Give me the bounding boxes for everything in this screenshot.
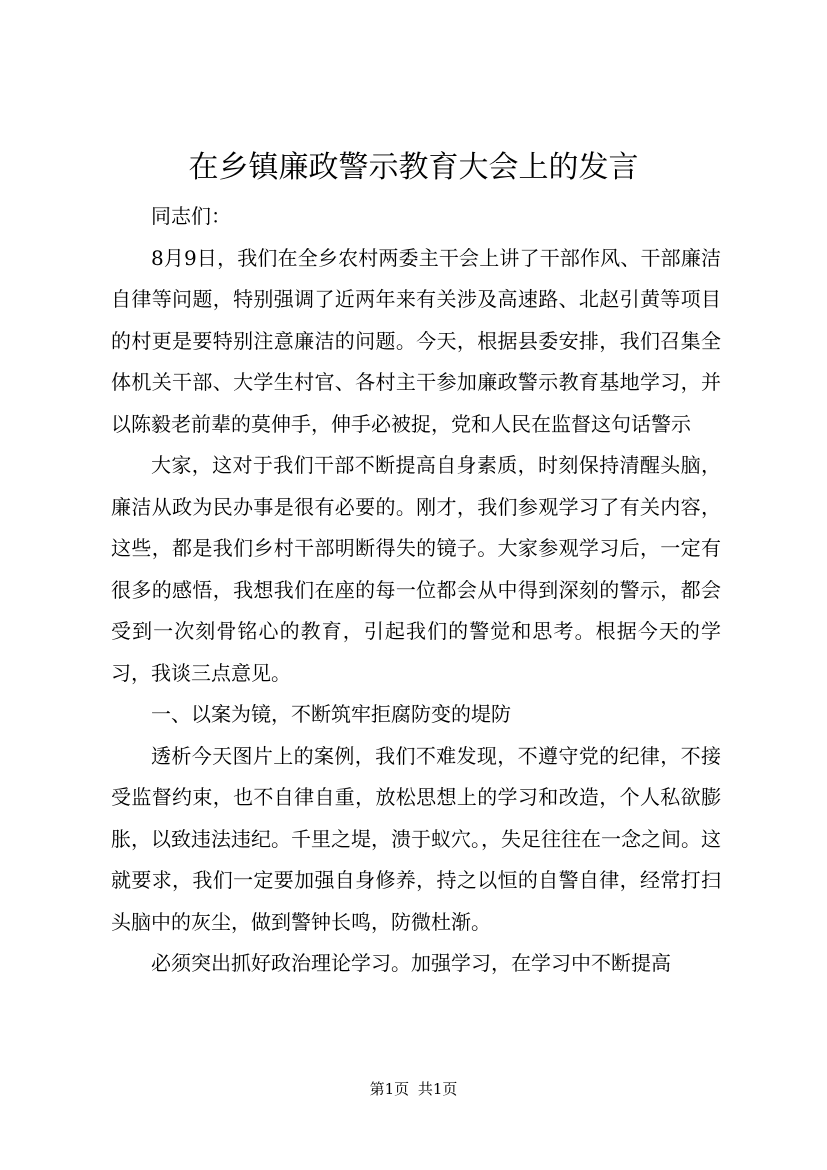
salutation: 同志们： [151, 204, 231, 228]
section-heading-1: 一、以案为镜，不断筑牢拒腐防变的堤防 [151, 702, 511, 726]
paragraph-2: 大家，这对于我们干部不断提高自身素质，时刻保持清醒头脑，廉洁从政为民办事是很有必要的。刚才，我们参观学习了有关内容，这些，都是我们乡村干部明断得失的镜子。大家参观学习后，一定有很多的感悟，我想我们在座的每一位都会从中得到深刻的警示，都会受到一次刻骨铭心的教育，引起我们的警觉和思考。根据今天的学习，我谈三点意见。 [111, 453, 721, 685]
paragraph-4: 必须突出抓好政治理论学习。加强学习，在学习中不断提高 [151, 951, 671, 975]
document-body [111, 196, 721, 985]
paragraph-3: 透析今天图片上的案例，我们不难发现，不遵守党的纪律，不接受监督约束，也不自律自重，放松思想上的学习和改造，个人私欲膨胀，以致违法违纪。千里之堤，溃于蚁穴。，失足往往在一念之间。这就要求，我们一定要加强自身修养，持之以恒的自警自律，经常打扫头脑中的灰尘，做到警钟长鸣，防微杜渐。 [111, 743, 721, 934]
paragraph-1: 8月9日，我们在全乡农村两委主干会上讲了干部作风、干部廉洁自律等问题，特别强调了近两年来有关涉及高速路、北赵引黄等项目的村更是要特别注意廉洁的问题。今天，根据县委安排，我们召集全体机关干部、大学生村官、各村主干参加廉政警示教育基地学习，并以陈毅老前辈的莫伸手，伸手必被捉，党和人民在监督这句话警示 [111, 245, 721, 436]
page-footer [0, 1078, 827, 1100]
document-title: 在乡镇廉政警示教育大会上的发言 [188, 150, 639, 185]
page-number: 第1页 [369, 1080, 410, 1098]
page-total: 共1页 [417, 1080, 458, 1098]
